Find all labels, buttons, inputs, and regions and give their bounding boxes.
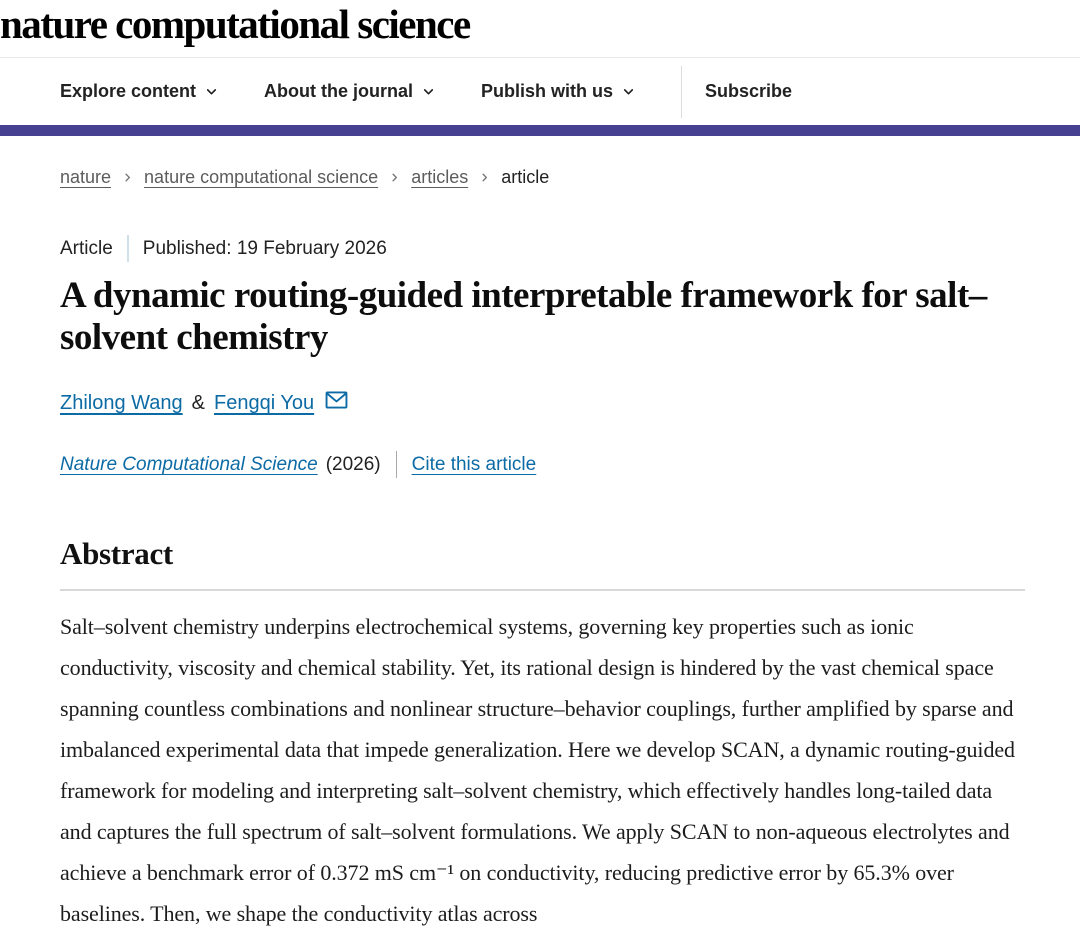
chevron-right-icon bbox=[122, 172, 133, 183]
cite-this-article-link[interactable]: Cite this article bbox=[411, 453, 537, 475]
breadcrumb-current: article bbox=[501, 167, 550, 188]
abstract-text: Salt–solvent chemistry underpins electrochemical systems, governing key properties such as ionic conductivity, viscosity and chemical stability. Yet, its rational design is hindered by the vast chemical space spanning countless combinations and nonlinear structure–behavior couplings, further amplified by sparse and imbalanced experimental data that impede generalization. Here we develop SCAN, a dynamic routing-guided framework for modeling and interpreting salt–solvent chemistry, which effectively handles long-tailed data and captures the full spectrum of salt–solvent formulations. We apply SCAN to non-aqueous electrolytes and achieve a benchmark error of 0.372 mS cm⁻¹ on conductivity, reducing predictive error by 65.3% over baselines. Then, we shape the conductivity atlas across bbox=[60, 614, 1015, 927]
nav-divider bbox=[681, 66, 682, 118]
nav-subscribe-label: Subscribe bbox=[705, 81, 793, 102]
breadcrumb-link-nature[interactable]: nature bbox=[60, 167, 112, 188]
citation-divider bbox=[396, 451, 397, 478]
breadcrumb-link-journal[interactable]: nature computational science bbox=[144, 167, 379, 188]
article-title: A dynamic routing-guided interpretable framework for salt–solvent chemistry bbox=[60, 275, 987, 359]
abstract-divider bbox=[60, 589, 1025, 591]
breadcrumb-link-articles[interactable]: articles bbox=[411, 167, 469, 188]
nav-explore-content-label: Explore content bbox=[60, 81, 197, 102]
chevron-right-icon bbox=[389, 172, 400, 183]
published-prefix: Published: bbox=[142, 237, 232, 259]
nav-explore-content[interactable] bbox=[60, 81, 218, 102]
chevron-down-icon bbox=[205, 85, 218, 98]
abstract-heading: Abstract bbox=[60, 536, 173, 572]
nav-publish-with-us[interactable] bbox=[481, 81, 635, 102]
authors-separator: & bbox=[191, 392, 205, 415]
journal-link[interactable]: Nature Computational Science bbox=[60, 453, 318, 475]
chevron-down-icon bbox=[622, 85, 635, 98]
author-link-zhilong-wang[interactable]: Zhilong Wang bbox=[60, 392, 183, 415]
brand-accent-bar bbox=[0, 125, 1080, 136]
breadcrumb bbox=[60, 167, 1025, 188]
journal-logo[interactable]: nature computational science bbox=[0, 1, 470, 47]
meta-divider bbox=[127, 235, 129, 262]
published-info bbox=[143, 238, 387, 260]
nav-about-the-journal[interactable] bbox=[264, 81, 435, 102]
citation-line bbox=[60, 451, 1025, 478]
envelope-icon[interactable] bbox=[325, 391, 348, 409]
journal-year: (2026) bbox=[325, 453, 381, 475]
author-link-fengqi-you[interactable]: Fengqi You bbox=[214, 392, 315, 415]
chevron-right-icon bbox=[479, 172, 490, 183]
nav-subscribe[interactable] bbox=[705, 81, 792, 102]
article-type-label: Article bbox=[60, 237, 113, 259]
nav-publish-with-us-label: Publish with us bbox=[481, 81, 614, 102]
chevron-down-icon bbox=[422, 85, 435, 98]
article-page bbox=[0, 167, 1080, 934]
main-nav bbox=[0, 57, 1080, 125]
published-date: 19 February 2026 bbox=[236, 237, 387, 259]
site-header bbox=[0, 0, 1080, 125]
nav-about-the-journal-label: About the journal bbox=[264, 81, 414, 102]
abstract-section bbox=[60, 536, 1025, 934]
authors-line bbox=[60, 392, 1025, 415]
article-meta-row bbox=[60, 235, 1025, 262]
